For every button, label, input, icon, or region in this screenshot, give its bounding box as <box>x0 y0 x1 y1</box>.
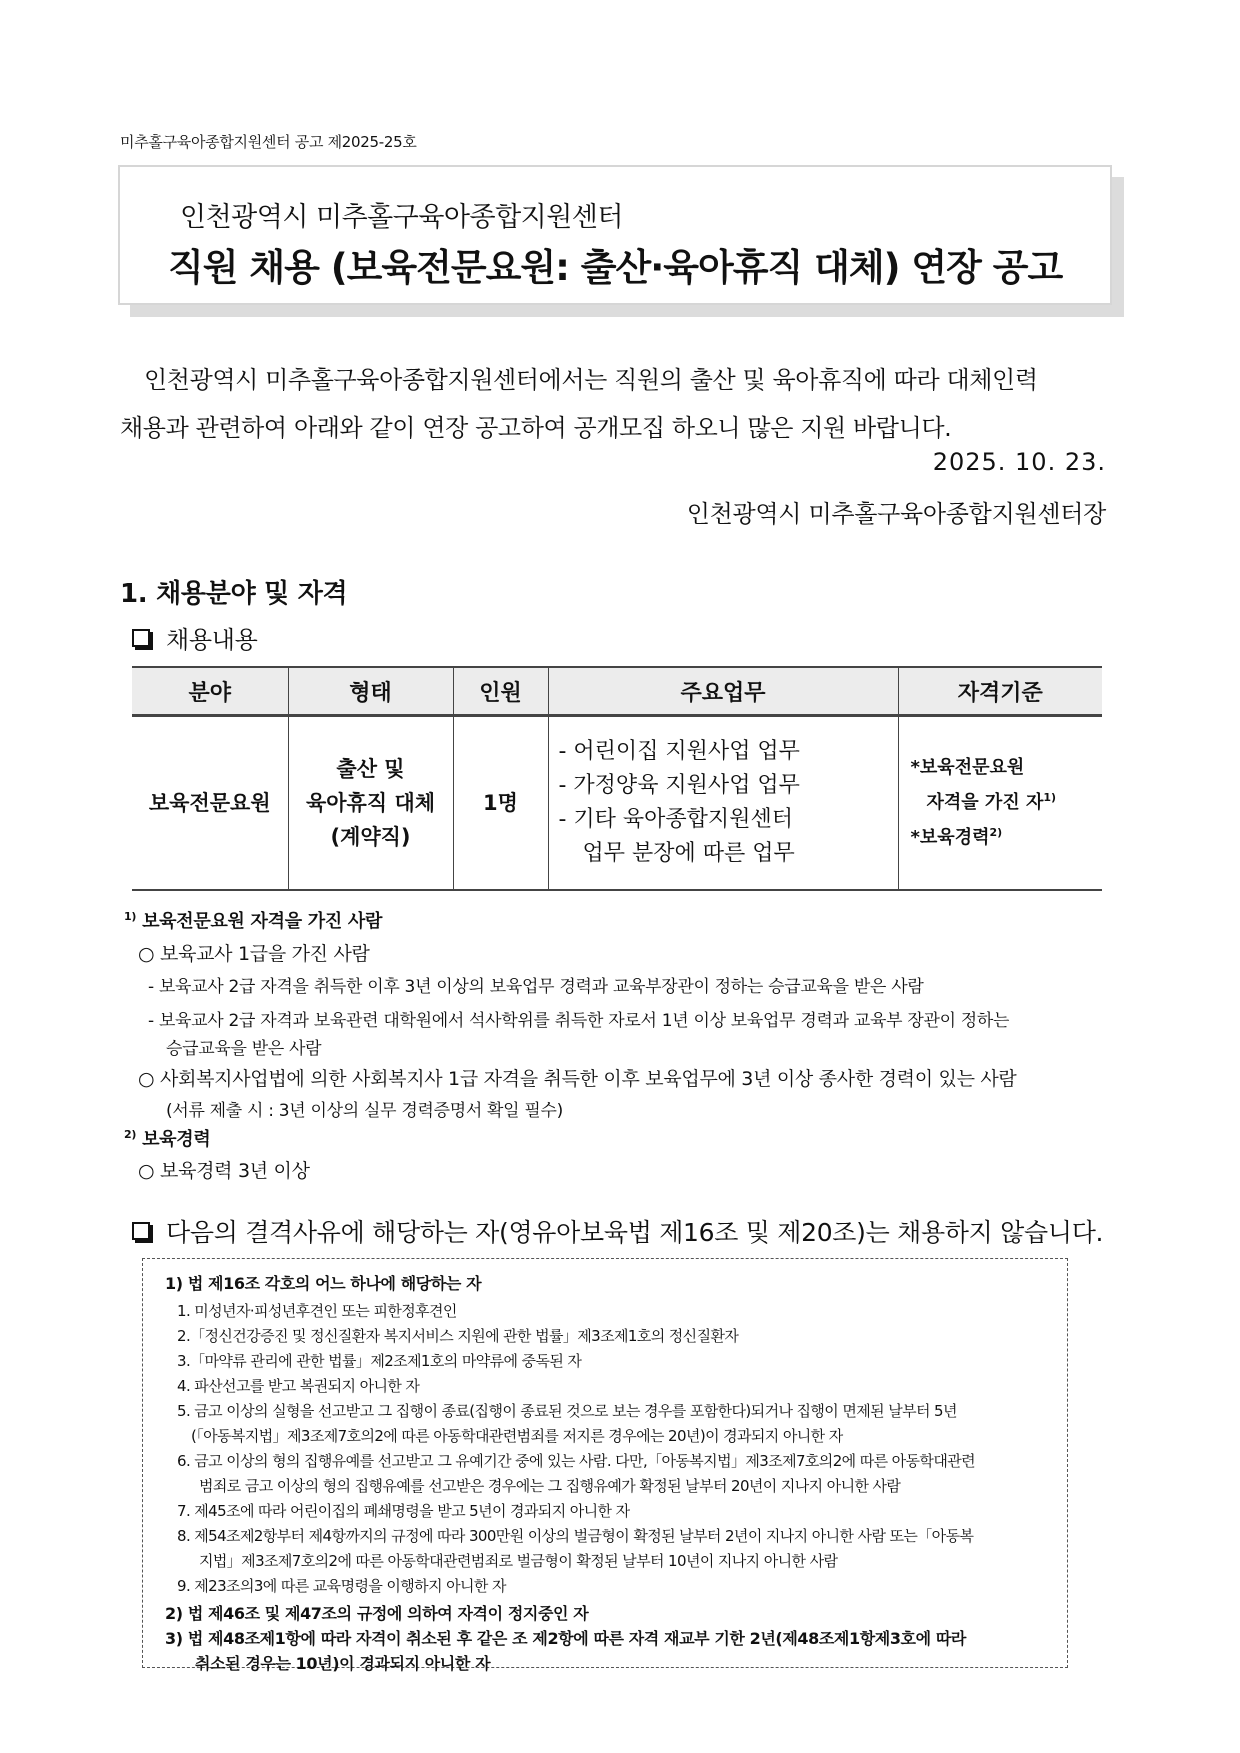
title-box <box>118 165 1112 305</box>
criteria-text: *보육경력 <box>910 827 990 848</box>
footnote-mark: 2) <box>124 1128 137 1141</box>
dq-heading: 취소된 경우는 10년)이 경과되지 아니한 자 <box>195 1654 491 1673</box>
dq-item: 범죄로 금고 이상의 형의 집행유예를 선고받은 경우에는 그 집행유예가 확정된 날부터 20년이 지나지 아니한 사람 <box>199 1477 901 1495</box>
col-header-field: 분야 <box>132 667 288 716</box>
recruitment-table <box>132 666 1102 891</box>
page-title: 직원 채용 (보육전문요원: 출산·육아휴직 대체) 연장 공고 <box>168 246 1063 289</box>
footnote-title-text: 보육경력 <box>142 1129 211 1150</box>
dq-item: 지법」제3조제7호의2에 따른 아동학대관련범죄로 벌금형이 확정된 날부터 10년이 지나지 아니한 사람 <box>199 1552 838 1570</box>
type-line: 육아휴직 대체 <box>305 791 436 815</box>
duty-item: - 가정양육 지원사업 업무 <box>558 773 800 798</box>
subheading-label: 채용내용 <box>166 626 258 654</box>
criteria-item <box>911 818 1102 853</box>
cell-field: 보육전문요원 <box>132 716 288 891</box>
dq-item: 7. 제45조에 따라 어린이집의 폐쇄명령을 받고 5년이 경과되지 아니한 자 <box>177 1502 630 1520</box>
subheading-disqualification <box>132 1213 1103 1249</box>
subheading-label: 다음의 결격사유에 해당하는 자(영유아보육법 제16조 및 제20조)는 채용하지 않습니다. <box>166 1218 1104 1247</box>
notice-date: 2025. 10. 23. <box>932 448 1106 476</box>
intro-line-2: 채용과 관련하여 아래와 같이 연장 공고하여 공개모집 하오니 많은 지원 바랍니다. <box>120 414 952 442</box>
dq-item: (「아동복지법」제3조제7호의2에 따른 아동학대관련범죄를 저지른 경우에는 20년)이 경과되지 아니한 자 <box>191 1427 843 1445</box>
note-item: 승급교육을 받은 사람 <box>166 1039 322 1059</box>
note-item: ○ 보육교사 1급을 가진 사람 <box>138 943 370 965</box>
checkbox-bullet-icon <box>132 629 150 647</box>
footnote-1-title <box>124 907 382 933</box>
table-header-row <box>132 667 1102 716</box>
footnote-mark: 1) <box>124 910 137 923</box>
dq-heading: 1) 법 제16조 각호의 어느 하나에 해당하는 자 <box>165 1274 482 1293</box>
footnote-ref: 1) <box>1043 791 1057 804</box>
duty-item: - 기타 육아종합지원센터 <box>558 807 793 832</box>
col-header-criteria: 자격기준 <box>898 667 1102 716</box>
criteria-text: 자격을 가진 자 <box>926 792 1044 813</box>
dq-item: 1. 미성년자·피성년후견인 또는 피한정후견인 <box>177 1302 457 1320</box>
title-subtitle: 인천광역시 미추홀구육아종합지원센터 <box>180 202 623 233</box>
checkbox-bullet-icon <box>132 1222 150 1240</box>
col-header-count: 인원 <box>453 667 548 716</box>
note-item: - 보육교사 2급 자격을 취득한 이후 3년 이상의 보육업무 경력과 교육부장관이 정하는 승급교육을 받은 사람 <box>148 977 924 997</box>
cell-count: 1명 <box>453 716 548 891</box>
criteria-item <box>911 783 1102 818</box>
table-row <box>132 716 1102 891</box>
document-number: 미추홀구육아종합지원센터 공고 제2025-25호 <box>120 133 417 151</box>
duty-item: 업무 분장에 따른 업무 <box>582 841 795 866</box>
intro-line-1: 인천광역시 미추홀구육아종합지원센터에서는 직원의 출산 및 육아휴직에 따라 대체인력 <box>144 366 1038 394</box>
note-item: ○ 보육경력 3년 이상 <box>138 1160 310 1182</box>
cell-duties <box>548 716 898 891</box>
criteria-item: *보육전문요원 <box>910 757 1025 778</box>
footnote-title-text: 보육전문요원 자격을 가진 사람 <box>142 911 383 932</box>
type-line: 출산 및 <box>336 757 405 781</box>
footnote-2-title <box>124 1125 210 1151</box>
dq-item: 8. 제54조제2항부터 제4항까지의 규정에 따라 300만원 이상의 벌금형이 확정된 날부터 2년이 지나지 아니한 사람 또는「아동복 <box>177 1527 974 1545</box>
dq-item: 5. 금고 이상의 실형을 선고받고 그 집행이 종료(집행이 종료된 것으로 보는 경우를 포함한다)되거나 집행이 면제된 날부터 5년 <box>177 1402 957 1420</box>
dq-item: 6. 금고 이상의 형의 집행유예를 선고받고 그 유예기간 중에 있는 사람. 다만,「아동복지법」제3조제7호의2에 따른 아동학대관련 <box>177 1452 975 1470</box>
subheading-recruitment <box>132 620 258 655</box>
note-item: (서류 제출 시 : 3년 이상의 실무 경력증명서 확일 필수) <box>166 1101 563 1121</box>
duty-item: - 어린이집 지원사업 업무 <box>558 739 800 764</box>
dq-item: 9. 제23조의3에 따른 교육명령을 이행하지 아니한 자 <box>177 1577 506 1595</box>
dq-item: 4. 파산선고를 받고 복권되지 아니한 자 <box>177 1377 420 1395</box>
dq-item: 2.「정신건강증진 및 정신질환자 복지서비스 지원에 관한 법률」제3조제1호의 정신질환자 <box>177 1327 739 1345</box>
col-header-duties: 주요업무 <box>548 667 898 716</box>
notice-signer: 인천광역시 미추홀구육아종합지원센터장 <box>686 500 1106 528</box>
section-heading: 1. 채용분야 및 자격 <box>120 579 348 609</box>
col-header-type: 형태 <box>288 667 453 716</box>
dq-item: 3.「마약류 관리에 관한 법률」제2조제1호의 마약류에 중독된 자 <box>177 1352 582 1370</box>
cell-criteria <box>898 716 1102 891</box>
type-line: (계약직) <box>330 825 411 849</box>
dq-heading: 2) 법 제46조 및 제47조의 규정에 의하여 자격이 정지중인 자 <box>165 1604 589 1623</box>
note-item: ○ 사회복지사업법에 의한 사회복지사 1급 자격을 취득한 이후 보육업무에 3년 이상 종사한 경력이 있는 사람 <box>138 1068 1017 1090</box>
dq-heading: 3) 법 제48조제1항에 따라 자격이 취소된 후 같은 조 제2항에 따른 자격 재교부 기한 2년(제48조제1항제3호에 따라 <box>165 1629 966 1648</box>
footnote-ref: 2) <box>989 826 1003 839</box>
cell-type <box>288 716 453 891</box>
note-item: - 보육교사 2급 자격과 보육관련 대학원에서 석사학위를 취득한 자로서 1년 이상 보육업무 경력과 교육부 장관이 정하는 <box>148 1011 1010 1031</box>
disqualification-box <box>142 1258 1068 1673</box>
